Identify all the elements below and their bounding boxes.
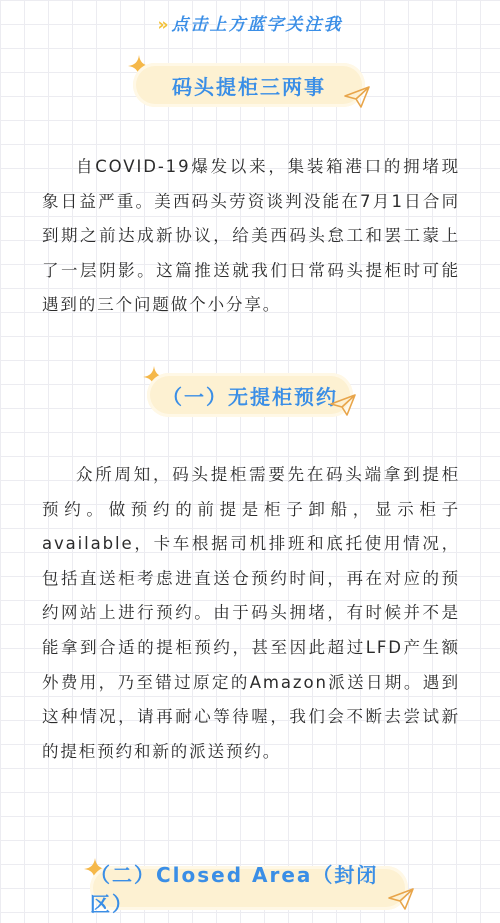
section1-pill: [147, 373, 353, 417]
intro-paragraph: 自COVID-19爆发以来，集装箱港口的拥堵现象日益严重。美西码头劳资谈判没能在7月1日合同到期之前达成新协议，给美西码头怠工和罢工蒙上了一层阴影。这篇推送就我们日常码头提柜时可能遇到的三个问题做个小分享。: [42, 157, 460, 315]
page-title: 码头提柜三两事: [172, 74, 326, 99]
paper-plane-icon: [330, 394, 356, 416]
section2-title: （二）Closed Area（封闭区）: [90, 863, 379, 916]
follow-banner-text: 点击上方蓝字关注我: [171, 15, 343, 35]
section1-paragraph: 众所周知，码头提柜需要先在码头端拿到提柜预约。做预约的前提是柜子卸船，显示柜子available，卡车根据司机排班和底托使用情况，包括直送柜考虑进直送仓预约时间，再在对应的预约网站上进行预约。由于码头拥堵，有时候并不是能拿到合适的提柜预约，甚至因此超过LFD产生额外费用，乃至错过原定的Amazon派送日期。遇到这种情况，请再耐心等待喔，我们会不断去尝试新的提柜预约和新的派送预约。: [42, 465, 460, 761]
double-chevron-icon: »: [157, 15, 166, 35]
paper-plane-icon: [388, 888, 414, 910]
section1-title: （一）无提柜预约: [162, 384, 338, 409]
follow-banner: [0, 10, 500, 35]
title-pill: [133, 63, 365, 107]
paper-plane-icon: [344, 86, 370, 108]
section2-pill: [90, 863, 408, 916]
